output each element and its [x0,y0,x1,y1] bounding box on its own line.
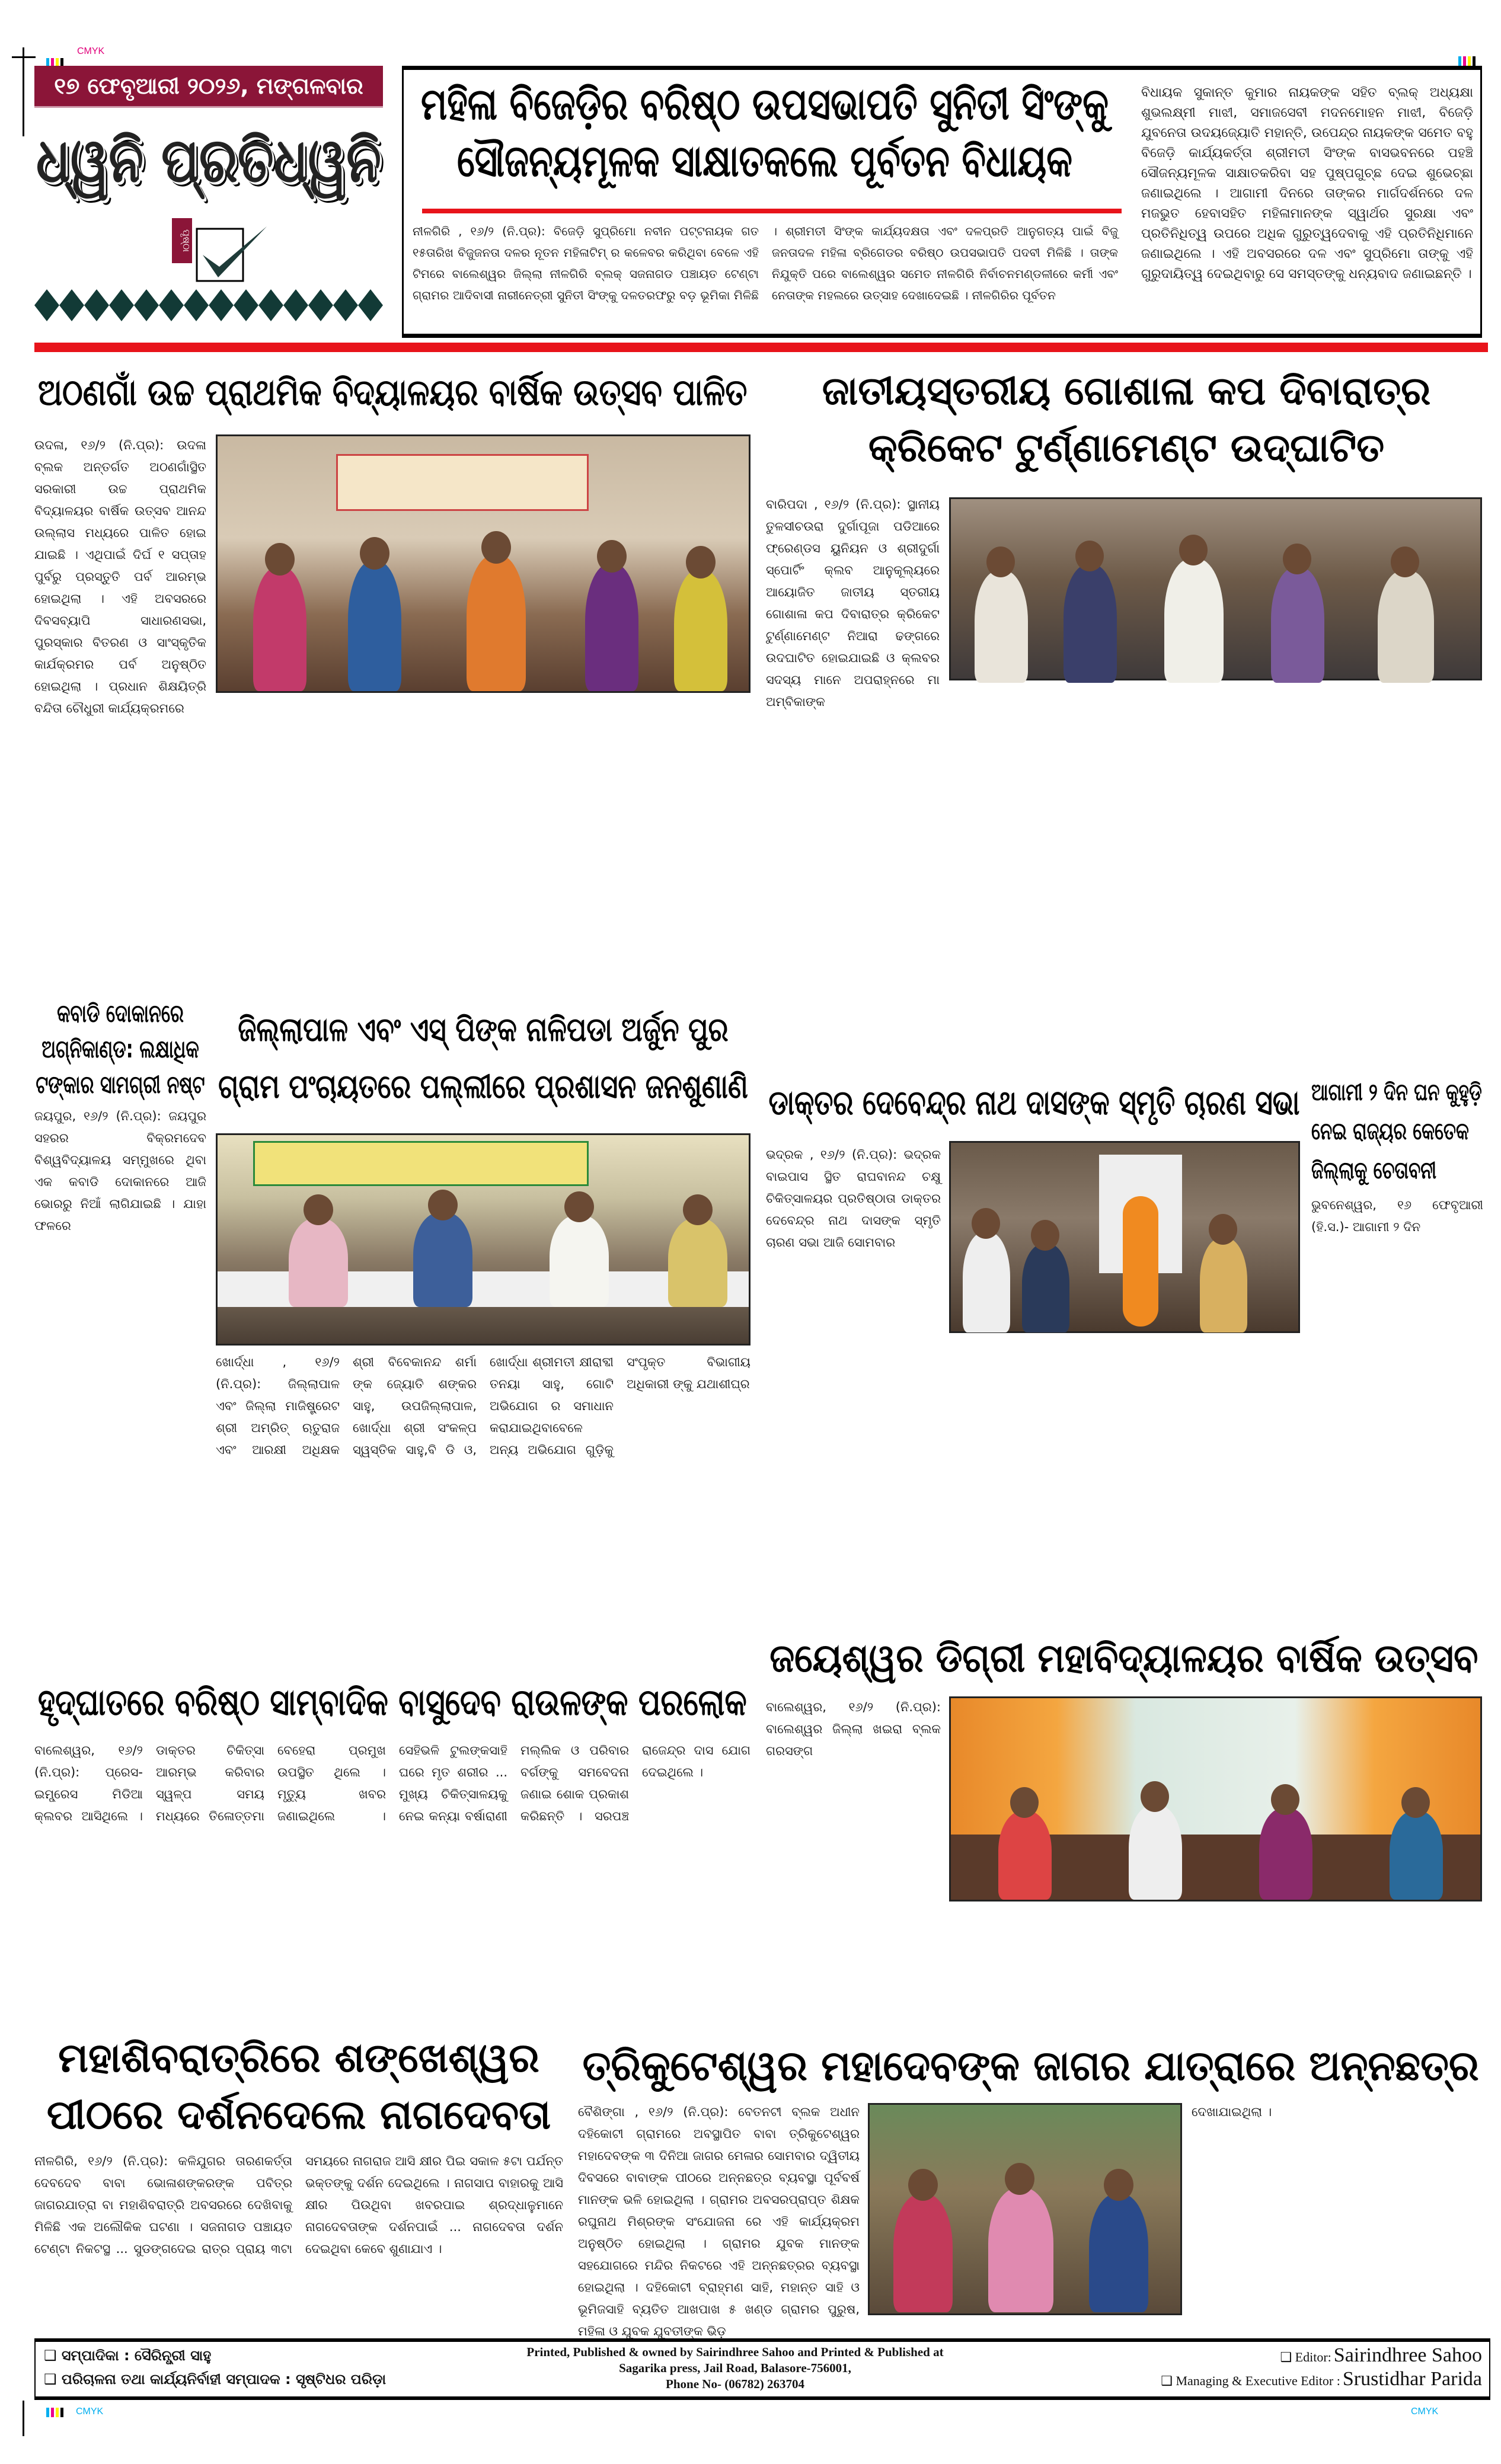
printer-line [468,2344,1002,2392]
editor-english [1280,2344,1482,2367]
managing-editor-odia: ❑ ପରିଚାଳନା ତଥା କାର୍ଯ୍ୟନିର୍ବାହୀ ସମ୍ପାଦକ : ସୃଷ୍ଟିଧର ପରିଡ଼ା [44,2371,387,2388]
annachhatra-headline: ତ୍ରିକୁଟେଶ୍ୱର ମହାଦେବଙ୍କ ଜାଗର ଯାତ୍ରାରେ ଅନ୍ନଛତ୍ର [582,2041,1479,2090]
fire-headline: କବାଡି ଦୋକାନରେ ଅଗ୍ନିକାଣ୍ଡ: ଲକ୍ଷାଧିକ ଟଙ୍କାର ସାମଗ୍ରୀ ନଷ୍ଟ [36,999,205,1099]
college-body: ବାଲେଶ୍ୱର, ୧୬/୨ (ନି.ପ୍ର): ବାଲେଶ୍ୱର ଜିଲ୍ଲା ଖଇରା ବ୍ଲକ ଗରସଙ୍ଗ [766,1700,941,1758]
diamond-pattern [34,289,383,321]
journalist-headline: ହୃଦ୍‌ଘାତରେ ବରିଷ୍ଠ ସାମ୍ବାଦିକ ବାସୁଦେବ ରାଉଳଙ୍କ ପରଲୋକ [37,1680,747,1724]
memorial-body: ଭଦ୍ରକ , ୧୬/୨ (ନି.ପ୍ର): ଭଦ୍ରକ ବାଇପାସ ସ୍ଥିତ ରାଘବାନନ୍ଦ ଚକ୍ଷୁ ଚିକିତ୍ସାଳୟର ପ୍ରତିଷ୍ଠାତା ଡାକ୍ତର ଦେବେନ୍ଦ୍ର ନାଥ ଦାସଙ୍କ ସ୍ମୃତି ଚାରଣ ସଭା ଆଜି ସୋମବାର [766,1148,941,1249]
school-headline: ଅଠଣଗାଁ ଉଚ୍ଚ ପ୍ରାଥମିକ ବିଦ୍ୟାଳୟର ବାର୍ଷିକ ଉତ୍ସବ ପାଳିତ [37,370,748,414]
school-photo [216,434,750,693]
journalist-body: ବାଲେଶ୍ୱର, ୧୬/୨ (ନି.ପ୍ର): ପ୍ରେସ-ଇମ୍ପ୍ରେସ ମିଡିଆ କ୍ଲବର ଆସିଥିଲେ । ଡାକ୍ତର ଚିକିତ୍ସା ଆରମ୍ଭ କରିବାର ସ୍ୱଳ୍ପ ସମୟ ମଧ୍ୟରେ ତିଳୋତ୍ତମା ବେହେରା ପ୍ରମୁଖ ଉପସ୍ଥିତ ଥିଲେ । ମୃତ୍ୟୁ ଖବର ଜଣାଇଥିଲେ । ସେହିଭଳି ଟୁଲଙ୍କସାହି ଘରେ ମୃତ ଶରୀର ... ମୁଖ୍ୟ ଚିକିତ୍ସାଳୟକୁ ନେଇ କନ୍ୟା ବର୍ଷାରାଣୀ ମଲ୍ଲିକ ଓ ପରିବାର ବର୍ଗଙ୍କୁ ସମବେଦନା ଜଣାଇ ଶୋକ ପ୍ରକାଶ କରିଛନ୍ତି । ସରପଞ୍ଚ ରାଜେନ୍ଦ୍ର ଦାସ ଯୋଗ ଦେଇଥିଲେ । [34,1743,750,1823]
fog-headline: ଆଗାମୀ ୨ ଦିନ ଘନ କୁହୁଡ଼ି ନେଇ ରାଜ୍ୟର କେତେକ ଜିଲ୍ଲାକୁ ଚେତାବନୀ [1311,1079,1482,1184]
editor-name: Sairindhree Sahoo [1333,2344,1482,2366]
lead-headline: ମହିଳା ବିଜେଡ଼ିର ବରିଷ୍ଠ ଉପସଭାପତି ସୁନିତୀ ସିଂଙ୍କୁ ସୌଜନ୍ୟମୂଳକ ସାକ୍ଷାତକଲେ ପୂର୍ବତନ ବିଧାୟକ [420,79,1109,187]
cmyk-label-top: CMYK [77,46,105,56]
school-body: ଉଦଳା, ୧୬/୨ (ନି.ପ୍ର): ଉଦଳା ବ୍ଲକ ଅନ୍ତର୍ଗତ ଅଠଣଗାଁସ୍ଥିତ ସରକାରୀ ଉଚ୍ଚ ପ୍ରାଥମିକ ବିଦ୍ୟାଳୟର ବାର୍ଷିକ ଉତ୍ସବ ଆନନ୍ଦ ଉଲ୍ଲାସ ମଧ୍ୟରେ ପାଳିତ ହୋଇ ଯାଇଛି । ଏଥିପାଇଁ ଦିର୍ଘ ୧ ସପ୍ତାହ ପୁର୍ବରୁ ପ୍ରସ୍ତୁତି ପର୍ବ ଆରମ୍ଭ ହୋଇଥିଲା । ଏହି ଅବସରରେ ଦିବସବ୍ୟାପି ସାଧାରଣସଭା, ପୁରସ୍କାର ବିତରଣ ଓ ସାଂସ୍କୃତିକ କାର୍ଯକ୍ରମର ପର୍ବ ଅନୁଷ୍ଠିତ ହୋଇଥିଲା । ପ୍ରଧାନ ଶିକ୍ଷୟିତ୍ରି ବନ୍ଦିତା ଚୌଧୁରୀ କାର୍ଯ୍ୟକ୍ରମରେ [34,438,206,715]
color-bars-tr [1458,56,1476,66]
janasunani-body: ଖୋର୍ଦ୍ଧା , ୧୬/୨ (ନି.ପ୍ର): ଜିଲ୍ଲାପାଳ ଏବଂ ଜିଲ୍ଲା ମାଜିଷ୍ଟ୍ରେଟ ଶ୍ରୀ ଅମ୍ରିତ୍ ଋତୁରାଜ ଏବଂ ଆରକ୍ଷୀ ଅଧିକ୍ଷକ ଶ୍ରୀ ବିବେକାନନ୍ଦ ଶର୍ମା ଙ୍କ ଜ୍ୟୋତି ଶଙ୍କର ସାହୁ, ଉପଜିଲ୍ଲାପାଳ, ଖୋର୍ଦ୍ଧା ଶ୍ରୀ ସଂକଳ୍ପ ସ୍ୱସ୍ତିକ ସାହୁ,ବି ଡି ଓ, ଖୋର୍ଦ୍ଧା ଶ୍ରୀମତୀ କ୍ଷୀରାବ୍ଦୀ ତନୟା ସାହୁ, ଗୋଟି ଅଭିଯୋଗ ର ସମାଧାନ କରାଯାଇଥିବାବେଳେ ଅନ୍ୟ ଅଭିଯୋଗ ଗୁଡ଼ିକୁ ସଂପୃକ୍ତ ବିଭାଗୀୟ ଅଧିକାରୀ ଙ୍କୁ ଯଥାଶୀଘ୍ର [216,1355,750,1457]
page-badge: ପୃଷ୍ଠା [172,218,192,263]
fire-body: ଜୟପୁର, ୧୬/୨ (ନି.ପ୍ର): ଜୟପୁର ସହରର ବିକ୍ରମଦେବ ବିଶ୍ୱବିଦ୍ୟାଳୟ ସମ୍ମୁଖରେ ଥିବା ଏକ କବାଡି ଦୋକାନରେ ଆଜି ଭୋରରୁ ନିଆଁ ଲାଗିଯାଇଛି । ଯାହା ଫଳରେ [34,1109,206,1233]
cricket-photo [949,497,1482,680]
college-photo [949,1696,1482,1901]
nagadevata-headline: ମହାଶିବରାତ୍ରିରେ ଶଙ୍ଖେଶ୍ୱର ପୀଠରେ ଦର୍ଶନଦେଲେ ନାଗଦେବତା [46,2035,551,2139]
checkmark-icon [196,224,270,283]
lead-red-rule [422,209,1122,213]
college-headline: ଜୟେଶ୍ୱର ଡିଗ୍ରୀ ମହାବିଦ୍ୟାଳୟର ବାର୍ଷିକ ଉତ୍ସବ [769,1635,1478,1681]
masthead-date-bar [34,66,383,108]
managing-editor-english [1161,2368,1482,2391]
memorial-photo [949,1141,1300,1333]
registration-mark-bl [23,2401,24,2436]
annachhatra-body: ବୈଶିଙ୍ଗା , ୧୬/୨ (ନି.ପ୍ର): ବେତନଟୀ ବ୍ଲକ ଅଧୀନ ଦହିକୋଟୀ ଗ୍ରାମରେ ଅବସ୍ଥାପିତ ବାବା ତ୍ରିକୁଟେଶ୍ୱର ମହାଦେବଙ୍କ ୩ ଦିନିଆ ଜାଗର ମେଳାର ସୋମବାର ଦ୍ୱିତୀୟ ଦିବସରେ ବାବାଙ୍କ ପୀଠରେ ଅନ୍ନଛତ୍ର ବ୍ୟବସ୍ଥା ପୂର୍ବବର୍ଷ ମାନଙ୍କ ଭଳି ହୋଇଥିଲା । ଗ୍ରାମର ଅବସରପ୍ରାପ୍ତ ଶିକ୍ଷକ ରଘୁନାଥ ମିଶ୍ରଙ୍କ ସଂଯୋଜନା ରେ ଏହି କାର୍ଯ୍ୟକ୍ରମ ଅନୁଷ୍ଠିତ ହୋଇଥିଲା । ଗ୍ରାମର ଯୁବକ ମାନଙ୍କ ସହଯୋଗରେ ମନ୍ଦିର ନିକଟରେ ଏହି ଅନ୍ନଛତ୍ରର ବ୍ୟବସ୍ଥା ହୋଇଥିଲା । ଦହିକୋଟୀ ବ୍ରାହ୍ମଣ ସାହି, ମହାନ୍ତ ସାହି ଓ ଭୂମିଜସାହି ବ୍ୟତିତ ଆଖପାଖ ୫ ଖଣ୍ଡ ଗ୍ରାମର ପୁରୁଷ, ମହିଳା ଓ ଯୁବକ ଯୁବତୀଙ୍କ ଭିଡ଼ [578,2105,860,2338]
red-divider [34,343,1488,352]
registration-mark-tl-v [23,47,24,136]
memorial-headline: ଡାକ୍ତର ଦେବେନ୍ଦ୍ର ନାଥ ଦାସଙ୍କ ସ୍ମୃତି ଚାରଣ ସଭା [768,1082,1300,1123]
printer-line-1: Printed, Published & owned by Sairindhree Sahoo and Printed & Published at [526,2345,944,2359]
color-bars-bl [46,2408,63,2417]
issue-date: ୧୭ ଫେବୃଆରୀ ୨୦୨୬, ମଙ୍ଗଳବାର [54,73,363,99]
janasunani-headline: ଜିଲ୍ଲାପାଳ ଏବଂ ଏସ୍ ପିଙ୍କ ନାଳିପଡା ଅର୍ଜୁନ ପୁର ଗ୍ରାମ ପଂଚାୟତରେ ପଲ୍ଲୀରେ ପ୍ରଶାସନ ଜନଶୁଣାଣି [218,1011,748,1106]
editor-odia: ❑ ସମ୍ପାଦିକା : ସୈରିନ୍ଧ୍ରୀ ସାହୁ [44,2347,212,2364]
nagadevata-body: ନୀଳଗିରି, ୧୬/୨ (ନି.ପ୍ର): କଳିଯୁଗର ତାରଣକର୍ତ୍ତା ଦେବଦେବ ବାବା ଭୋଳାଶଙ୍କରଙ୍କ ପବିତ୍ର ଜାଗରଯାତ୍ରା ବା ମହାଶିବରାତ୍ରି ଅବସରରେ ଦେଖିବାକୁ ମିଳିଛି ଏକ ଅଲୌକିକ ଘଟଣା । ସଜନାଗଡ ପଞ୍ଚାୟତ ଟେଣ୍ଟା ନିକଟସ୍ଥ ... ସୁଡଙ୍ଗଦେଇ ରାତ୍ର ପ୍ରାୟ ୩ଟା ସମୟରେ ନାଗରାଜ ଆସି କ୍ଷୀର ପିଇ ସକାଳ ୫ଟା ପର୍ଯନ୍ତ ଭକ୍ତଙ୍କୁ ଦର୍ଶନ ଦେଇଥିଲେ । ନାଗସାପ ବାହାରକୁ ଆସି କ୍ଷୀର ପିଉଥିବା ଖବରପାଇ ଶ୍ରଦ୍ଧାଳୁମାନେ ନାଗଦେବତାଙ୍କ ଦର୍ଶନପାଇଁ ... ନାଗଦେବତା ଦର୍ଶନ ଦେଇଥିବା କେବେ ଶୁଣାଯାଏ । [34,2154,563,2256]
managing-editor-label: ❑ Managing & Executive Editor : [1161,2373,1340,2388]
lead-body-cont: ବିଧାୟକ ସୁକାନ୍ତ କୁମାର ନାୟକଙ୍କ ସହିତ ବ୍ଲକ୍ ଅଧ୍ୟକ୍ଷା ଶୁଭଲକ୍ଷ୍ମୀ ମାଝୀ, ସମାଜସେବୀ ମଦନମୋହନ ମାଝୀ, ବିଜେଡ଼ି ଯୁବନେତା ଉଦୟଜ୍ୟୋତି ମହାନ୍ତି, ଉପେନ୍ଦ୍ର ନାୟକଙ୍କ ସମେତ ବହୁ ବିଜେଡ଼ି କାର୍ଯ୍ୟକର୍ତ୍ତା ଶ୍ରୀମତୀ ସିଂଙ୍କ ବାସଭବନରେ ପହଞ୍ଚି ସୌଜନ୍ୟମୂଳକ ସାକ୍ଷାତକରିବା ସହ ପୁଷ୍ପଗୁଚ୍ଛ ଦେଇ ଶୁଭେଚ୍ଛା ଜଣାଇଥିଲେ । ଆଗାମୀ ଦିନରେ ତାଙ୍କର ମାର୍ଗଦର୍ଶନରେ ଦଳ ମଜଭୁତ ହେବାସହିତ ମହିଳାମାନଙ୍କ ସ୍ୱାର୍ଥର ସୁରକ୍ଷା ଏବଂ ପ୍ରତିନିଧିତ୍ୱ ଉପରେ ଅଧିକ ଗୁରୁତ୍ୱଦେବାକୁ ଏହି ପ୍ରତିନିଧିମାନେ ଜଣାଇଥିଲେ । ଏହି ଅବସରରେ ଦଳ ଏବଂ ସୁପ୍ରିମୋ ତାଙ୍କୁ ଏହି ଗୁରୁଦାୟିତ୍ୱ ଦେଇଥିବାରୁ ସେ ସମସ୍ତଙ୍କୁ ଧନ୍ୟବାଦ ଜଣାଇଛନ୍ତି । [1141,85,1473,282]
imprint-box [34,2338,1490,2400]
printer-phone: Phone No- (06782) 263704 [666,2377,804,2391]
fog-body: ଭୁବନେଶ୍ୱର, ୧୬ ଫେବୃଆରୀ (ହି.ସ.)- ଆଗାମୀ ୨ ଦିନ [1311,1198,1483,1234]
lead-body: ନୀଳଗିରି , ୧୬/୨ (ନି.ପ୍ର): ବିଜେଡ଼ି ସୁପ୍ରିମୋ ନବୀନ ପଟ୍ଟନାୟକ ଗତ ୧୫ତାରିଖ ବିଜୁଜନତା ଦଳର ନୂତନ ମହିଳାଟିମ୍ ର କଳେବର କରିଥିବା ବେଳେ ଏହି ଟିମରେ ବାଲେଶ୍ୱର ଜିଲ୍ଲା ନୀଳଗିରି ବ୍ଲକ୍ ସଜନାଗଡ ପଞ୍ଚାୟତ ଟେଣ୍ଟା ଗ୍ରାମର ଆଦିବାସୀ ନାରୀନେତ୍ରୀ ସୁନିତୀ ସିଂଙ୍କୁ ଦଳତରଫରୁ ବଡ଼ ଭୂମିକା ମିଳିଛି । ଶ୍ରୀମତୀ ସିଂଙ୍କ କାର୍ଯ୍ୟଦକ୍ଷତା ଏବଂ ଦଳପ୍ରତି ଆନୁଗତ୍ୟ ପାଇଁ ବିଜୁ ଜନତାଦଳ ମହିଳା ବ୍ରିଗେଡର ବରିଷ୍ଠ ଉପସଭାପତି ପଦବୀ ମିଳିଛି । ତାଙ୍କ ନିଯୁକ୍ତି ପରେ ବାଲେଶ୍ୱର ସମେତ ନୀଳଗିରି ନିର୍ବାଚନମଣ୍ଡଳୀରେ କର୍ମୀ ଏବଂ ନେତାଙ୍କ ମହଲରେ ଉତ୍ସାହ ଦେଖାଦେଇଛି । ନୀଳଗିରିର ପୂର୍ବତନ [413,224,1118,302]
annachhatra-photo [868,2103,1182,2315]
newspaper-logo: ଧ୍ୱନି ପ୍ରତିଧ୍ୱନି [36,124,381,196]
annachhatra-body-cont: ଦେଖାଯାଇଥିଲା । [1192,2105,1272,2119]
cricket-body: ବାରିପଦା , ୧୬/୨ (ନି.ପ୍ର): ସ୍ଥାନୀୟ ତୁଳସୀଚଉରା ଦୁର୍ଗାପୂଜା ପଡିଆରେ ଫ୍ରେଣ୍ଡସ ୟୁନିୟନ ଓ ଶ୍ରୀଦୁର୍ଗା ସ୍ପୋର୍ଟିଂ କ୍ଲବ ଆନୁକୂଲ୍ୟରେ ଆୟୋଜିତ ଜାତୀୟ ସ୍ତରୀୟ ଗୋଶାଳା କପ ଦିବାରାତ୍ର କ୍ରିକେଟ ଟୁର୍ଣ୍ଣାମେଣ୍ଟ ନିଆରା ଢଙ୍ଗରେ ଉଦଘାଟିତ ହୋଇଯାଇଛି ଓ କ୍ଲବର ସଦସ୍ୟ ମାନେ ଅପରାହ୍ନରେ ମା ଅମ୍ବିକାଙ୍କ [766,497,940,709]
cmyk-label-bottom-left: CMYK [76,2407,104,2417]
janasunani-photo [216,1133,750,1346]
managing-editor-name: Srustidhar Parida [1342,2368,1482,2390]
cricket-headline: ଜାତୀୟସ୍ତରୀୟ ଗୋଶାଳା କପ ଦିବାରାତ୍ର କ୍ରିକେଟ ଟୁର୍ଣ୍ଣାମେଣ୍ଟ ଉଦ୍‌ଘାଟିତ [822,368,1431,471]
editor-label: ❑ Editor: [1280,2350,1331,2364]
cmyk-label-bottom-right: CMYK [1411,2407,1439,2417]
printer-line-2: Sagarika press, Jail Road, Balasore-756001, [619,2361,851,2375]
